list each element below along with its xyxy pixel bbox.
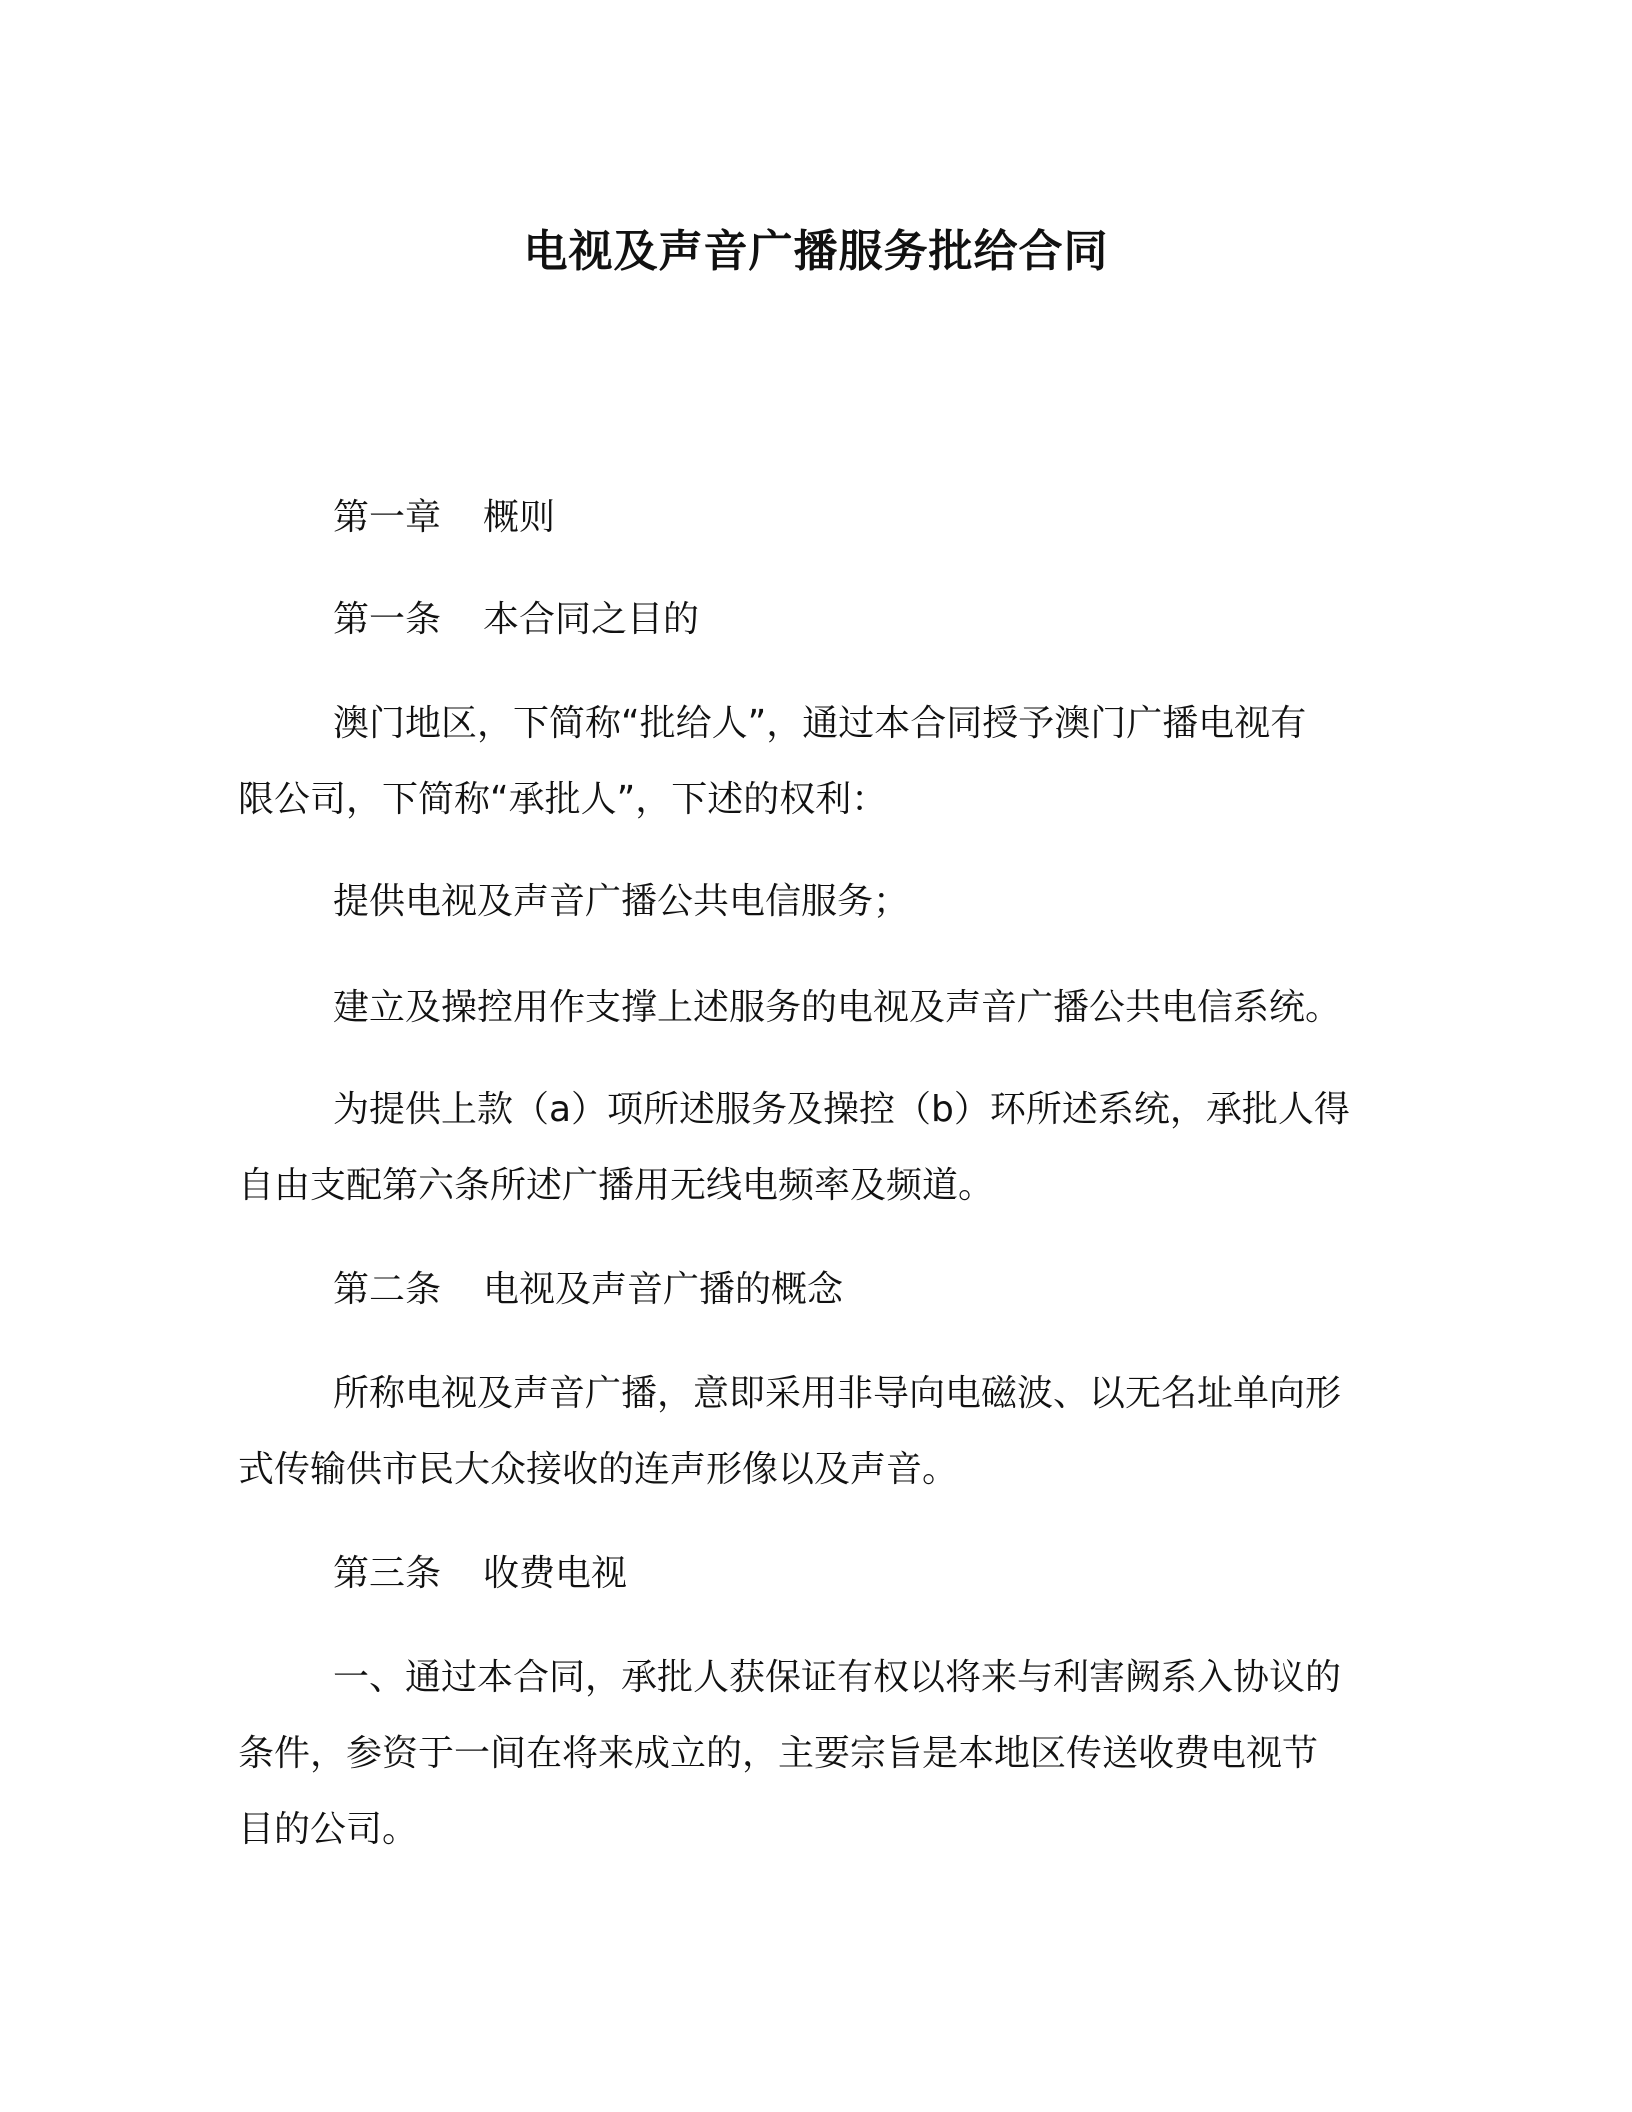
article-3-para-1-line-3: 目的公司。 xyxy=(238,1809,419,1850)
chapter-number: 第一章 xyxy=(333,497,442,538)
article-1-item-a: 提供电视及声音广播公共电信服务； xyxy=(333,881,910,922)
chapter-heading xyxy=(333,494,555,542)
document-title: 电视及声音广播服务批给合同 xyxy=(523,226,1109,277)
article-3-number: 第三条 xyxy=(333,1553,442,1594)
article-2-heading xyxy=(333,1266,843,1314)
chapter-name: 概则 xyxy=(483,497,556,538)
article-1-para-1-line-2: 限公司，下简称“承批人”，下述的权利： xyxy=(238,779,888,820)
article-2-number: 第二条 xyxy=(333,1269,442,1310)
article-3-para-1-line-2: 条件，参资于一间在将来成立的，主要宗旨是本地区传送收费电视节 xyxy=(238,1733,1319,1774)
article-1-heading xyxy=(333,596,699,644)
article-2-name: 电视及声音广播的概念 xyxy=(483,1269,844,1310)
article-2-para-1-line-2: 式传输供市民大众接收的连声形像以及声音。 xyxy=(238,1449,959,1490)
article-3-para-1-line-1: 一、通过本合同，承批人获保证有权以将来与利害阙系入协议的 xyxy=(333,1657,1342,1698)
article-1-name: 本合同之目的 xyxy=(483,599,700,640)
article-1-para-2-line-1: 为提供上款（a）项所述服务及操控（b）环所述系统，承批人得 xyxy=(333,1089,1350,1130)
article-3-heading xyxy=(333,1550,627,1598)
article-2-para-1-line-1: 所称电视及声音广播，意即采用非导向电磁波、以无名址单向形 xyxy=(333,1373,1342,1414)
article-1-item-b: 建立及操控用作支撑上述服务的电视及声音广播公共电信系统。 xyxy=(333,987,1342,1028)
article-1-para-2-line-2: 自由支配第六条所述广播用无线电频率及频道。 xyxy=(238,1165,995,1206)
article-1-para-1-line-1: 澳门地区，下简称“批给人”，通过本合同授予澳门广播电视有 xyxy=(333,703,1307,744)
article-1-number: 第一条 xyxy=(333,599,442,640)
article-3-name: 收费电视 xyxy=(483,1553,628,1594)
